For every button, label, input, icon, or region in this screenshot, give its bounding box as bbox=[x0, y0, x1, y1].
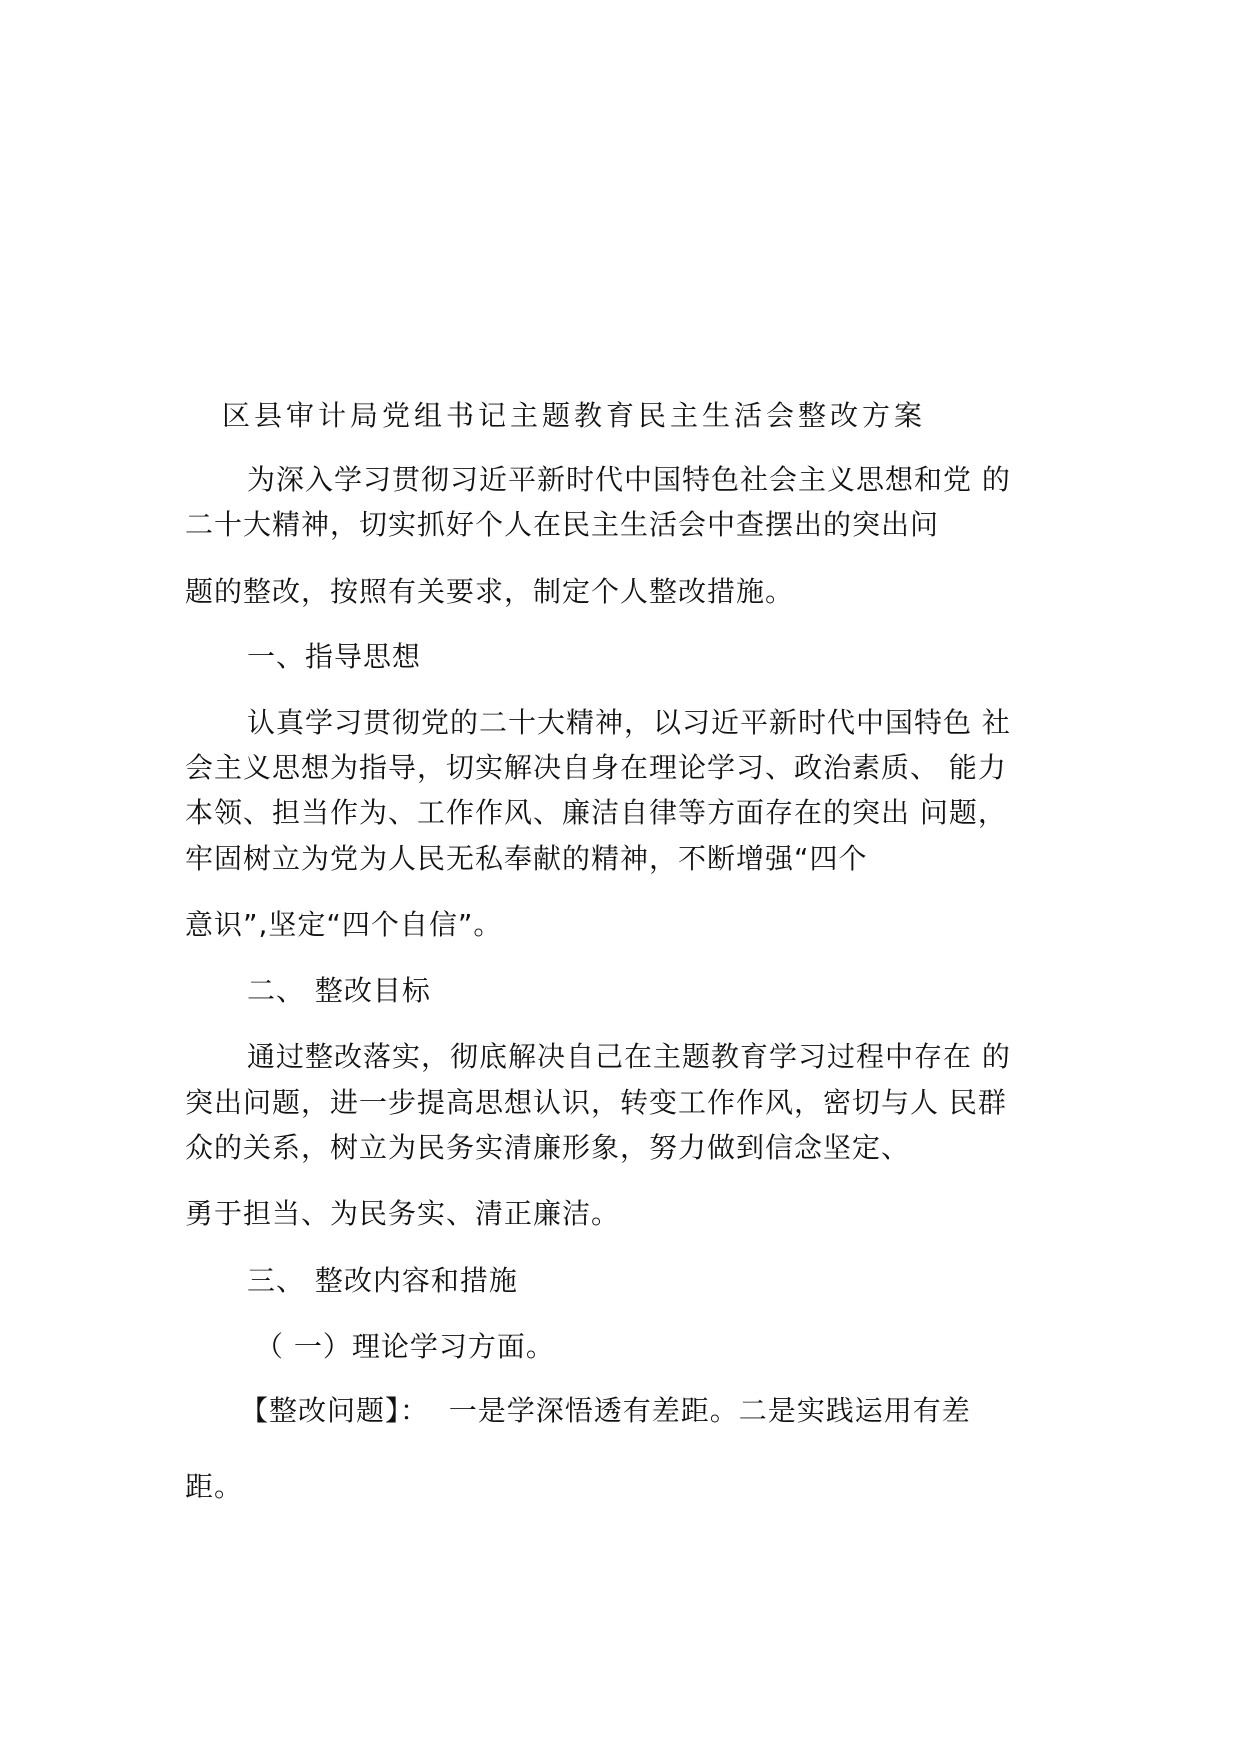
subsection-1-heading: （ 一）理论学习方面。 bbox=[255, 1330, 555, 1363]
section-1-heading: 一、指导思想 bbox=[247, 640, 422, 673]
section-1-line-5: 意识”,坚定“四个自信”。 bbox=[185, 908, 503, 941]
intro-line-3: 题的整改，按照有关要求，制定个人整改措施。 bbox=[185, 575, 795, 608]
intro-line-1: 为深入学习贯彻习近平新时代中国特色社会主义思想和党 的 bbox=[247, 463, 1011, 496]
section-2-line-1: 通过整改落实，彻底解决自己在主题教育学习过程中存在 的 bbox=[247, 1040, 1011, 1073]
document-title: 区县审计局党组书记主题教育民主生活会整改方案 bbox=[222, 399, 927, 432]
intro-line-2: 二十大精神，切实抓好个人在民主生活会中查摆出的突出问 bbox=[185, 508, 940, 541]
problem-line-2: 距。 bbox=[185, 1470, 244, 1503]
section-1-line-4: 牢固树立为党为人民无私奉献的精神，不断增强“四个 bbox=[185, 842, 868, 875]
problem-line-1: 【整改问题】： 一是学深悟透有差距。二是实践运用有差 bbox=[240, 1394, 971, 1427]
section-2-heading: 二、 整改目标 bbox=[247, 974, 431, 1007]
section-1-line-3: 本领、担当作为、工作作风、廉洁自律等方面存在的突出 问题， bbox=[185, 796, 1007, 829]
section-2-line-3: 众的关系，树立为民务实清廉形象，努力做到信念坚定、 bbox=[185, 1131, 911, 1164]
section-2-line-4: 勇于担当、为民务实、清正廉洁。 bbox=[185, 1197, 621, 1230]
section-3-heading: 三、 整改内容和措施 bbox=[247, 1264, 518, 1297]
section-2-line-2: 突出问题，进一步提高思想认识，转变工作作风，密切与人 民群 bbox=[185, 1086, 1007, 1119]
section-1-line-1: 认真学习贯彻党的二十大精神，以习近平新时代中国特色 社 bbox=[247, 706, 1011, 739]
section-1-line-2: 会主义思想为指导，切实解决自身在理论学习、政治素质、 能力 bbox=[185, 751, 1007, 784]
